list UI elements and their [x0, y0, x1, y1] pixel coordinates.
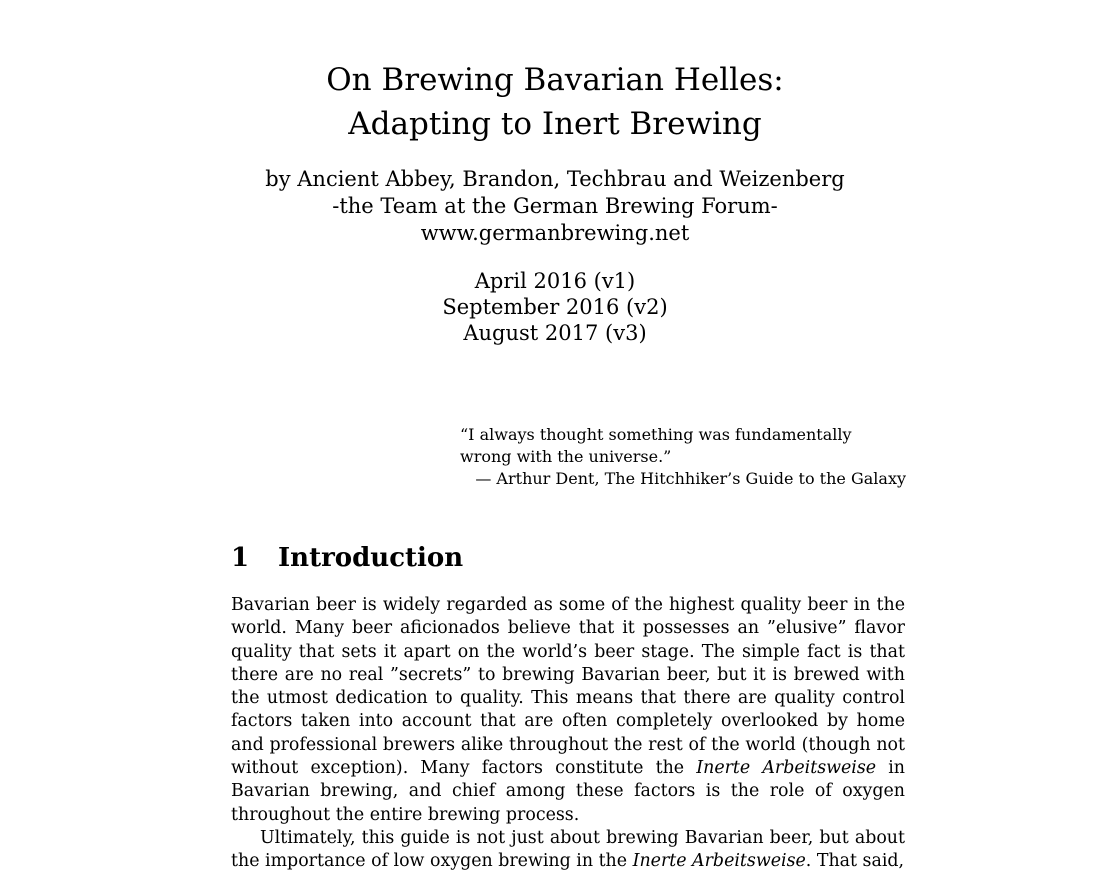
- website-line: www.germanbrewing.net: [420, 221, 690, 245]
- date-v3: August 2017 (v3): [463, 321, 647, 345]
- version-dates: [0, 268, 1110, 346]
- paragraph-2-term: Inerte Arbeitsweise: [632, 851, 806, 872]
- authors-line: by Ancient Abbey, Brandon, Techbrau and Weizenberg: [265, 167, 845, 191]
- date-v1: April 2016 (v1): [474, 269, 636, 293]
- section-heading: [231, 540, 463, 576]
- team-line: -the Team at the German Brewing Forum-: [332, 194, 778, 218]
- title-line-2: Adapting to Inert Brewing: [348, 106, 762, 142]
- epigraph-quote: “I always thought something was fundamentally wrong with the universe.”: [460, 425, 852, 466]
- epigraph: [460, 424, 906, 490]
- section-number: 1: [231, 543, 250, 573]
- paragraph-2-text-a: Ultimately, this guide is not just about brewing Bavarian beer, but about the importance of low oxygen brewing in the: [231, 827, 905, 872]
- paragraph-2: [231, 827, 905, 874]
- paper-title: [0, 58, 1110, 146]
- title-line-1: On Brewing Bavarian Helles:: [326, 62, 784, 98]
- author-block: [0, 166, 1110, 247]
- paragraph-1-text-a: Bavarian beer is widely regarded as some of the highest quality beer in the world. Many beer aficionados believe that it possesses an ”elusive” flavor quality that sets it apart on the world’s beer stage. The simple fact is that there are no real ”secrets” to brewing Bavarian beer, but it is brewed with the utmost dedication to quality. This means that there are quality control factors taken into account that are often completely overlooked by home and professional brewers alike throughout the rest of the world (though not without exception). Many factors constitute the: [231, 595, 905, 779]
- section-title: Introduction: [278, 543, 464, 573]
- paragraph-1: [231, 594, 905, 827]
- paragraph-1-term: Inerte Arbeitsweise: [696, 758, 877, 779]
- date-v2: September 2016 (v2): [442, 295, 668, 319]
- paragraph-1-text-b: in Bavarian brewing, and chief among these factors is the role of oxygen throughout the entire brewing process.: [231, 758, 905, 825]
- body-text: [231, 594, 905, 874]
- epigraph-attribution: — Arthur Dent, The Hitchhiker’s Guide to the Galaxy: [475, 469, 906, 488]
- paragraph-2-text-b: . That said,: [805, 851, 905, 872]
